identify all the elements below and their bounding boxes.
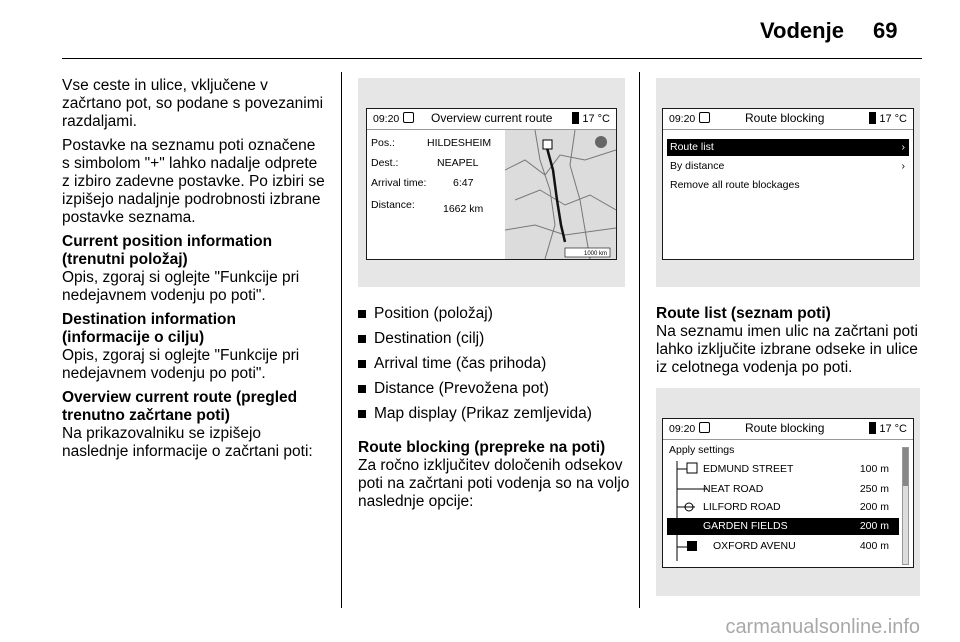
section-current-position bbox=[62, 233, 327, 305]
column-divider-2 bbox=[639, 72, 640, 608]
section-overview bbox=[62, 389, 327, 461]
route-list-screen-panel bbox=[656, 388, 920, 596]
middle-column bbox=[358, 305, 633, 511]
intro-paragraph: Vse ceste in ulice, vključene v začrtano pot, so podane s povezanimi razdaljami. bbox=[62, 77, 324, 130]
thermometer-icon bbox=[572, 112, 579, 124]
info-row-pos: Pos.: HILDESHEIM bbox=[371, 137, 492, 149]
watermark: carmanualsonline.info bbox=[725, 616, 920, 638]
temperature: 17 °C bbox=[572, 112, 610, 126]
clock-time: 09:20 bbox=[669, 113, 696, 125]
route-blocking-screen bbox=[662, 108, 914, 260]
temperature: 17 °C bbox=[869, 422, 907, 436]
section-body: Na prikazovalniku se izpišejo naslednje informacije o začrtani poti: bbox=[62, 425, 313, 460]
section-heading: Route blocking (prepreke na poti) bbox=[358, 439, 606, 456]
street-row-selected[interactable]: GARDEN FIELDS 200 m bbox=[667, 518, 899, 535]
section-body: Opis, zgoraj si oglejte "Funkcije pri nedejavnem vodenju po poti". bbox=[62, 269, 300, 304]
bullet-item: Map display (Prikaz zemljevida) bbox=[358, 405, 633, 423]
chevron-right-icon: › bbox=[901, 141, 905, 153]
page-number: 69 bbox=[873, 18, 898, 43]
route-list-screen bbox=[662, 418, 914, 568]
chevron-right-icon: › bbox=[901, 160, 905, 172]
bullet-item: Destination (cilj) bbox=[358, 330, 633, 348]
menu-item-by-distance[interactable]: By distance › bbox=[670, 160, 905, 172]
route-map bbox=[505, 130, 616, 259]
list-paragraph: Postavke na seznamu poti označene s simbolom "+" lahko nadalje odprete z izbiro zadevne postavke. Po izbiri se izpišejo nadaljnje podrobnosti izbrane postavke seznama. bbox=[62, 137, 325, 226]
info-row-distance: Distance: 1662 km bbox=[371, 199, 484, 215]
street-row[interactable]: EDMUND STREET 100 m bbox=[703, 463, 889, 475]
column-divider-1 bbox=[341, 72, 342, 608]
screen-title: Route blocking bbox=[745, 111, 825, 125]
screen-title: Overview current route bbox=[431, 111, 553, 125]
route-info bbox=[371, 137, 499, 219]
overview-screen-panel bbox=[358, 78, 625, 287]
apply-settings-button[interactable]: Apply settings bbox=[669, 444, 735, 456]
section-body: Za ročno izključitev določenih odsekov poti na začrtani poti vodenja so na voljo naslednje opcije: bbox=[358, 457, 630, 510]
scrollbar[interactable] bbox=[902, 447, 909, 565]
bullet-item: Distance (Prevožena pot) bbox=[358, 380, 633, 398]
street-row[interactable]: OXFORD AVENU 400 m bbox=[713, 540, 889, 552]
status-bar bbox=[367, 109, 616, 130]
status-bar bbox=[663, 109, 913, 130]
header-rule bbox=[62, 58, 922, 59]
route-tree-icon bbox=[671, 461, 707, 561]
clock-icon bbox=[699, 422, 710, 433]
bullet-item: Position (položaj) bbox=[358, 305, 633, 323]
left-column bbox=[62, 77, 327, 467]
section-body: Na seznamu imen ulic na začrtani poti lahko izključite izbrane odseke in ulice iz celotnega vodenja po poti. bbox=[656, 323, 918, 376]
street-row[interactable]: LILFORD ROAD 200 m bbox=[703, 501, 889, 513]
page-title: Vodenje bbox=[760, 18, 844, 43]
thermometer-icon bbox=[869, 422, 876, 434]
overview-bullet-list bbox=[358, 305, 633, 423]
section-heading: Overview current route (pregled trenutno začrtane poti) bbox=[62, 389, 298, 424]
section-body: Opis, zgoraj si oglejte "Funkcije pri nedejavnem vodenju po poti". bbox=[62, 347, 300, 382]
clock-icon bbox=[403, 112, 414, 123]
overview-screen bbox=[366, 108, 617, 260]
route-blocking-screen-panel bbox=[656, 78, 920, 287]
section-destination bbox=[62, 311, 327, 383]
section-heading: Current position information (trenutni položaj) bbox=[62, 233, 273, 268]
clock-icon bbox=[699, 112, 710, 123]
bullet-item: Arrival time (čas prihoda) bbox=[358, 355, 633, 373]
status-bar bbox=[663, 419, 913, 440]
map-scale-label: 1000 km bbox=[584, 251, 608, 257]
menu-item-remove-all[interactable]: Remove all route blockages bbox=[670, 179, 800, 191]
screen-title: Route blocking bbox=[745, 421, 825, 435]
thermometer-icon bbox=[869, 112, 876, 124]
temperature: 17 °C bbox=[869, 112, 907, 126]
clock-time: 09:20 bbox=[669, 423, 696, 435]
right-column bbox=[656, 305, 926, 377]
scrollbar-thumb[interactable] bbox=[903, 448, 908, 486]
section-heading: Route list (seznam poti) bbox=[656, 305, 831, 322]
info-row-arrival: Arrival time: 6:47 bbox=[371, 177, 474, 189]
section-heading: Destination information (informacije o cilju) bbox=[62, 311, 236, 346]
info-row-dest: Dest.: NEAPEL bbox=[371, 157, 479, 169]
street-row[interactable]: NEAT ROAD 250 m bbox=[703, 483, 889, 495]
clock-time: 09:20 bbox=[373, 113, 400, 125]
menu-item-route-list[interactable]: Route list › bbox=[667, 139, 909, 156]
